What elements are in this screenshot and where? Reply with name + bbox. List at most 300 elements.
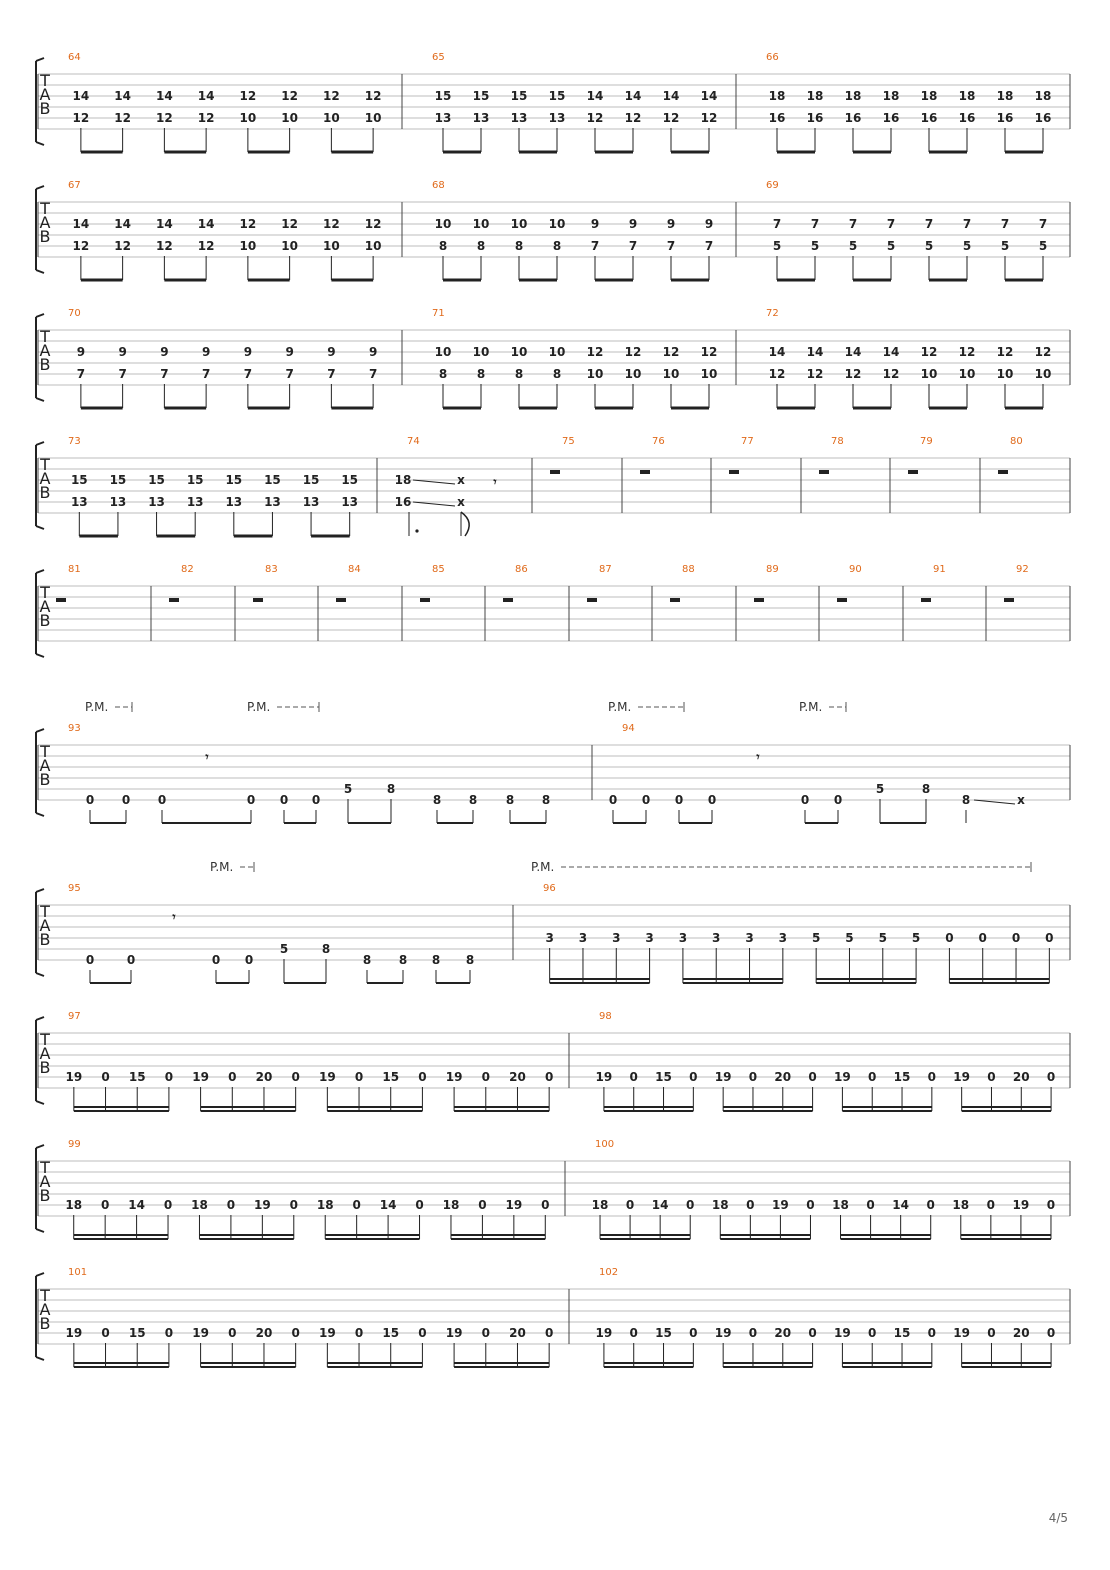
fret-number: 19 xyxy=(445,1326,463,1340)
fret-number: 10 xyxy=(434,217,452,231)
fret-number: 14 xyxy=(197,217,215,231)
tab-system xyxy=(36,308,1070,408)
measure-number: 69 xyxy=(766,180,779,191)
slide-line xyxy=(974,800,1015,804)
fret-number: 9 xyxy=(327,345,336,359)
tab-system xyxy=(36,883,1070,983)
measure-number: 75 xyxy=(562,436,575,447)
fret-number: 0 xyxy=(689,1326,698,1340)
fret-number: 18 xyxy=(711,1198,729,1212)
fret-number: 20 xyxy=(255,1070,273,1084)
fret-number: 16 xyxy=(958,111,976,125)
tab-system xyxy=(36,52,1070,152)
fret-number: 19 xyxy=(192,1326,209,1340)
fret-number: 19 xyxy=(505,1198,523,1212)
fret-number: 13 xyxy=(186,495,204,509)
fret-number: 8 xyxy=(398,953,408,967)
fret-number: 19 xyxy=(714,1326,732,1340)
fret-number: 9 xyxy=(704,217,714,231)
fret-number: 16 xyxy=(996,111,1014,125)
fret-number: 18 xyxy=(844,89,862,103)
fret-number: 0 xyxy=(800,793,810,807)
dead-note: x xyxy=(1017,793,1025,807)
fret-number: 7 xyxy=(666,239,676,253)
system-bracket-bottom xyxy=(36,813,44,816)
fret-number: 10 xyxy=(548,345,566,359)
fret-number: 5 xyxy=(878,931,887,945)
fret-number: 8 xyxy=(465,953,475,967)
fret-number: 20 xyxy=(1012,1070,1030,1084)
fret-number: 10 xyxy=(958,367,976,381)
fret-number: 19 xyxy=(192,1070,209,1084)
fret-number: 0 xyxy=(211,953,221,967)
fret-number: 12 xyxy=(624,345,642,359)
fret-number: 3 xyxy=(745,931,754,945)
measure-number: 77 xyxy=(741,436,754,447)
measure-number: 71 xyxy=(432,308,445,319)
fret-number: 14 xyxy=(844,345,862,359)
system-bracket-top xyxy=(36,570,44,573)
fret-number: 14 xyxy=(662,89,680,103)
fret-number: 0 xyxy=(1046,1070,1056,1084)
fret-number: 7 xyxy=(772,217,782,231)
fret-number: 9 xyxy=(160,345,169,359)
fret-number: 12 xyxy=(700,111,718,125)
fret-number: 5 xyxy=(924,239,934,253)
fret-number: 14 xyxy=(72,89,90,103)
fret-number: 8 xyxy=(386,782,396,796)
fret-number: 8 xyxy=(476,367,486,381)
fret-number: 10 xyxy=(472,217,490,231)
fret-number: 0 xyxy=(1046,1326,1056,1340)
whole-rest xyxy=(837,598,847,602)
fret-number: 15 xyxy=(655,1070,672,1084)
fret-number: 19 xyxy=(953,1326,971,1340)
fret-number: 20 xyxy=(509,1070,526,1084)
system-bracket-bottom xyxy=(36,1357,44,1360)
fret-number: 7 xyxy=(704,239,714,253)
fret-number: 0 xyxy=(101,1070,110,1084)
tab-clef-letter: B xyxy=(39,1058,51,1077)
fret-number: 15 xyxy=(472,89,490,103)
fret-number: 18 xyxy=(316,1198,334,1212)
fret-number: 5 xyxy=(962,239,972,253)
eighth-rest: 𝄾 xyxy=(205,750,209,764)
fret-number: 0 xyxy=(686,1198,695,1212)
fret-number: 10 xyxy=(472,345,490,359)
fret-number: 0 xyxy=(291,1326,300,1340)
tab-clef-letter: B xyxy=(39,770,51,789)
whole-rest xyxy=(56,598,66,602)
measure-number: 88 xyxy=(682,564,695,575)
fret-number: 10 xyxy=(364,239,382,253)
fret-number: 10 xyxy=(1034,367,1052,381)
fret-number: 8 xyxy=(476,239,486,253)
measure-number: 91 xyxy=(933,564,946,575)
fret-number: 0 xyxy=(1046,1198,1056,1212)
system-bracket-top xyxy=(36,889,44,892)
fret-number: 7 xyxy=(285,367,294,381)
whole-rest xyxy=(587,598,597,602)
fret-number: 10 xyxy=(996,367,1014,381)
fret-number: 7 xyxy=(1038,217,1048,231)
slide-line xyxy=(413,502,455,506)
measure-number: 79 xyxy=(920,436,933,447)
fret-number: 8 xyxy=(438,239,448,253)
fret-number: 9 xyxy=(590,217,600,231)
fret-number: 10 xyxy=(510,345,528,359)
fret-number: 0 xyxy=(674,793,684,807)
fret-number: 13 xyxy=(109,495,127,509)
fret-number: 12 xyxy=(197,111,215,125)
fret-number: 12 xyxy=(958,345,976,359)
fret-number: 14 xyxy=(197,89,215,103)
slide-line xyxy=(413,480,455,484)
fret-number: 8 xyxy=(921,782,931,796)
fret-number: 16 xyxy=(1034,111,1052,125)
fret-number: 20 xyxy=(255,1326,273,1340)
fret-number: 16 xyxy=(920,111,938,125)
tab-clef-letter: B xyxy=(39,1314,51,1333)
measure-number: 68 xyxy=(432,180,445,191)
fret-number: 0 xyxy=(481,1326,490,1340)
measure-number: 70 xyxy=(68,308,81,319)
fret-number: 12 xyxy=(72,111,90,125)
tab-clef-letter: B xyxy=(39,930,51,949)
whole-rest xyxy=(503,598,513,602)
fret-number: 14 xyxy=(128,1198,145,1212)
fret-number: 0 xyxy=(354,1326,364,1340)
fret-number: 13 xyxy=(70,495,88,509)
fret-number: 14 xyxy=(882,345,900,359)
fret-number: 9 xyxy=(666,217,676,231)
whole-rest xyxy=(819,470,829,474)
fret-number: 0 xyxy=(707,793,717,807)
measure-number: 102 xyxy=(599,1267,619,1278)
tab-clef-letter: T xyxy=(40,327,50,346)
fret-number: 20 xyxy=(1012,1326,1030,1340)
fret-number: 12 xyxy=(156,239,173,253)
fret-number: 10 xyxy=(239,111,257,125)
fret-number: 0 xyxy=(544,1070,554,1084)
tab-clef-letter: A xyxy=(39,341,51,360)
system-bracket-top xyxy=(36,1017,44,1020)
fret-number: 18 xyxy=(920,89,938,103)
fret-number: 5 xyxy=(279,942,289,956)
tab-system xyxy=(36,1139,1070,1239)
fret-number: 10 xyxy=(586,367,604,381)
measure-number: 85 xyxy=(432,564,445,575)
tab-clef-letter: B xyxy=(39,355,51,374)
fret-number: 10 xyxy=(548,217,566,231)
fret-number: 15 xyxy=(434,89,452,103)
fret-number: 10 xyxy=(281,111,298,125)
tab-system xyxy=(36,723,1070,823)
fret-number: 9 xyxy=(201,345,211,359)
fret-number: 7 xyxy=(76,367,86,381)
fret-number: 0 xyxy=(85,793,95,807)
palm-mute-label: P.M. xyxy=(247,700,271,714)
fret-number: 8 xyxy=(552,239,562,253)
fret-number: 0 xyxy=(163,1198,173,1212)
fret-number: 0 xyxy=(833,793,843,807)
measure-number: 73 xyxy=(68,436,81,447)
fret-number: 8 xyxy=(514,367,524,381)
fret-number: 10 xyxy=(510,217,528,231)
fret-number: 14 xyxy=(586,89,604,103)
palm-mute-label: P.M. xyxy=(608,700,632,714)
fret-number: 12 xyxy=(364,89,382,103)
fret-number: 19 xyxy=(318,1326,336,1340)
fret-number: 0 xyxy=(418,1070,427,1084)
fret-number: 3 xyxy=(578,931,588,945)
fret-number: 0 xyxy=(608,793,618,807)
fret-number: 0 xyxy=(354,1070,364,1084)
fret-number: 12 xyxy=(323,89,340,103)
dot xyxy=(415,529,418,532)
tab-clef-letter: A xyxy=(39,1300,51,1319)
fret-number: 10 xyxy=(624,367,642,381)
fret-number: 0 xyxy=(85,953,95,967)
fret-number: 0 xyxy=(868,1070,877,1084)
tab-clef-letter: T xyxy=(40,1286,50,1305)
fret-number: 18 xyxy=(958,89,976,103)
fret-number: 5 xyxy=(886,239,896,253)
fret-number: 10 xyxy=(662,367,680,381)
fret-number: 8 xyxy=(552,367,562,381)
fret-number: 15 xyxy=(225,473,243,487)
measure-number: 76 xyxy=(652,436,665,447)
fret-number: 12 xyxy=(364,217,382,231)
whole-rest xyxy=(420,598,430,602)
fret-number: 3 xyxy=(645,931,654,945)
fret-number: 0 xyxy=(121,793,131,807)
fret-number: 5 xyxy=(1038,239,1048,253)
fret-number: 0 xyxy=(1045,931,1054,945)
fret-number: 0 xyxy=(808,1326,817,1340)
fret-number: 8 xyxy=(961,793,971,807)
fret-number: 12 xyxy=(586,345,604,359)
fret-number: 0 xyxy=(289,1198,298,1212)
fret-number: 8 xyxy=(362,953,372,967)
fret-number: 12 xyxy=(700,345,718,359)
fret-number: 14 xyxy=(379,1198,397,1212)
fret-number: 5 xyxy=(845,931,854,945)
fret-number: 10 xyxy=(434,345,452,359)
measure-number: 81 xyxy=(68,564,81,575)
fret-number: 0 xyxy=(748,1326,758,1340)
fret-number: 14 xyxy=(156,89,173,103)
fret-number: 9 xyxy=(285,345,294,359)
fret-number: 15 xyxy=(510,89,528,103)
fret-number: 0 xyxy=(478,1198,487,1212)
fret-number: 8 xyxy=(431,953,441,967)
fret-number: 19 xyxy=(445,1070,463,1084)
fret-number: 0 xyxy=(164,1326,174,1340)
fret-number: 20 xyxy=(774,1070,792,1084)
tab-clef-letter: B xyxy=(39,1186,51,1205)
tab-clef-letter: A xyxy=(39,597,51,616)
fret-number: 9 xyxy=(628,217,638,231)
fret-number: 13 xyxy=(302,495,320,509)
fret-number: 0 xyxy=(244,953,254,967)
fret-number: 0 xyxy=(126,953,136,967)
system-bracket-top xyxy=(36,1273,44,1276)
tab-clef-letter: A xyxy=(39,213,51,232)
fret-number: 0 xyxy=(226,1198,236,1212)
fret-number: 7 xyxy=(160,367,169,381)
tab-clef-letter: T xyxy=(40,1030,50,1049)
tab-clef-letter: T xyxy=(40,71,50,90)
tab-system xyxy=(36,436,1070,536)
tab-systems xyxy=(36,52,1070,1367)
fret-number: 13 xyxy=(264,495,281,509)
fret-number: 3 xyxy=(545,931,554,945)
whole-rest xyxy=(253,598,263,602)
fret-number: 0 xyxy=(641,793,651,807)
system-bracket-top xyxy=(36,186,44,189)
fret-number: 0 xyxy=(1011,931,1021,945)
dead-note: x xyxy=(457,473,465,487)
fret-number: 0 xyxy=(291,1070,300,1084)
whole-rest xyxy=(1004,598,1014,602)
measure-number: 101 xyxy=(68,1267,88,1278)
fret-number: 19 xyxy=(772,1198,789,1212)
fret-number: 16 xyxy=(844,111,862,125)
tab-system xyxy=(36,564,1070,657)
fret-number: 10 xyxy=(700,367,718,381)
fret-number: 10 xyxy=(920,367,938,381)
fret-number: 0 xyxy=(228,1070,237,1084)
fret-number: 10 xyxy=(323,239,340,253)
fret-number: 8 xyxy=(468,793,478,807)
fret-number: 14 xyxy=(114,217,131,231)
tab-clef-letter: A xyxy=(39,469,51,488)
fret-number: 0 xyxy=(748,1070,758,1084)
fret-number: 9 xyxy=(118,345,127,359)
fret-number: 0 xyxy=(808,1070,817,1084)
system-bracket-bottom xyxy=(36,654,44,657)
fret-number: 7 xyxy=(962,217,972,231)
measure-number: 89 xyxy=(766,564,779,575)
fret-number: 0 xyxy=(629,1326,638,1340)
fret-number: 13 xyxy=(225,495,243,509)
fret-number: 0 xyxy=(746,1198,755,1212)
fret-number: 7 xyxy=(628,239,638,253)
fret-number: 8 xyxy=(541,793,551,807)
whole-rest xyxy=(640,470,650,474)
fret-number: 0 xyxy=(629,1070,638,1084)
system-bracket-bottom xyxy=(36,1101,44,1104)
fret-number: 0 xyxy=(246,793,256,807)
fret-number: 7 xyxy=(327,367,336,381)
fret-number: 0 xyxy=(481,1070,490,1084)
system-bracket-bottom xyxy=(36,1229,44,1232)
tab-clef-letter: T xyxy=(40,902,50,921)
measure-number: 65 xyxy=(432,52,445,63)
fret-number: 0 xyxy=(625,1198,635,1212)
fret-number: 13 xyxy=(548,111,566,125)
fret-number: 5 xyxy=(848,239,858,253)
fret-number: 12 xyxy=(239,217,257,231)
whole-rest xyxy=(336,598,346,602)
fret-number: 0 xyxy=(352,1198,361,1212)
whole-rest xyxy=(729,470,739,474)
fret-number: 12 xyxy=(281,217,298,231)
measure-number: 95 xyxy=(68,883,81,894)
fret-number: 18 xyxy=(832,1198,849,1212)
whole-rest xyxy=(550,470,560,474)
fret-number: 13 xyxy=(434,111,452,125)
fret-number: 5 xyxy=(811,931,821,945)
fret-number: 12 xyxy=(114,111,131,125)
fret-number: 19 xyxy=(318,1070,336,1084)
fret-number: 18 xyxy=(191,1198,208,1212)
fret-number: 3 xyxy=(712,931,721,945)
fret-number: 16 xyxy=(394,495,412,509)
fret-number: 8 xyxy=(321,942,331,956)
measure-number: 66 xyxy=(766,52,779,63)
fret-number: 18 xyxy=(65,1198,83,1212)
measure-number: 100 xyxy=(595,1139,615,1150)
fret-number: 15 xyxy=(302,473,320,487)
system-bracket-bottom xyxy=(36,142,44,145)
fret-number: 14 xyxy=(892,1198,910,1212)
fret-number: 16 xyxy=(882,111,900,125)
fret-number: 0 xyxy=(311,793,321,807)
fret-number: 12 xyxy=(624,111,642,125)
fret-number: 7 xyxy=(1000,217,1010,231)
measure-number: 98 xyxy=(599,1011,612,1022)
fret-number: 18 xyxy=(394,473,412,487)
fret-number: 19 xyxy=(595,1070,613,1084)
fret-number: 20 xyxy=(774,1326,792,1340)
fret-number: 15 xyxy=(341,473,359,487)
fret-number: 5 xyxy=(343,782,353,796)
measure-number: 80 xyxy=(1010,436,1023,447)
fret-number: 0 xyxy=(987,1070,996,1084)
fret-number: 15 xyxy=(264,473,281,487)
palm-mute-label: P.M. xyxy=(85,700,109,714)
fret-number: 14 xyxy=(72,217,90,231)
fret-number: 12 xyxy=(662,345,680,359)
fret-number: 14 xyxy=(768,345,786,359)
fret-number: 15 xyxy=(548,89,566,103)
system-bracket-bottom xyxy=(36,973,44,976)
fret-number: 5 xyxy=(875,782,885,796)
fret-number: 12 xyxy=(323,217,340,231)
eighth-rest: 𝄾 xyxy=(493,475,497,489)
palm-mute-label: P.M. xyxy=(799,700,823,714)
fret-number: 12 xyxy=(1034,345,1052,359)
whole-rest xyxy=(754,598,764,602)
measure-number: 72 xyxy=(766,308,779,319)
fret-number: 0 xyxy=(986,1198,996,1212)
tab-clef-letter: A xyxy=(39,756,51,775)
fret-number: 8 xyxy=(432,793,442,807)
fret-number: 3 xyxy=(778,931,788,945)
fret-number: 14 xyxy=(624,89,642,103)
fret-number: 19 xyxy=(595,1326,613,1340)
fret-number: 15 xyxy=(893,1326,911,1340)
fret-number: 0 xyxy=(978,931,987,945)
fret-number: 0 xyxy=(101,1326,110,1340)
fret-number: 18 xyxy=(806,89,824,103)
fret-number: 14 xyxy=(651,1198,669,1212)
tab-clef-letter: A xyxy=(39,1044,51,1063)
tab-clef-letter: B xyxy=(39,611,51,630)
tab-system xyxy=(36,1011,1070,1111)
